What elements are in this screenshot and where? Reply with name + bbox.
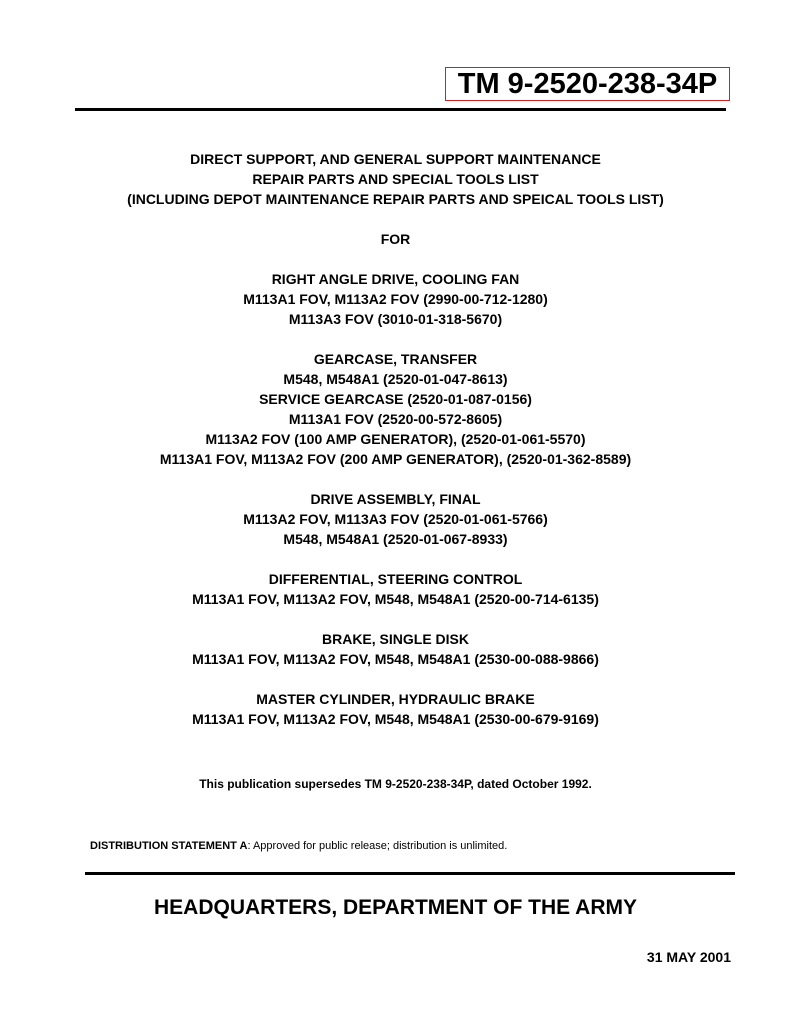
for-block <box>0 229 791 249</box>
distribution-statement <box>90 838 507 854</box>
section-line: M113A2 FOV, M113A3 FOV (2520-01-061-5766) <box>243 511 548 527</box>
title-block <box>0 149 791 209</box>
section-line: SERVICE GEARCASE (2520-01-087-0156) <box>259 391 532 407</box>
section-heading: BRAKE, SINGLE DISK <box>321 631 469 647</box>
section-line: M113A1 FOV, M113A2 FOV (2990-00-712-1280) <box>243 291 548 307</box>
section-line: M113A2 FOV (100 AMP GENERATOR), (2520-01-061-5570) <box>205 431 586 447</box>
section-heading: GEARCASE, TRANSFER <box>313 351 478 367</box>
title-line: (INCLUDING DEPOT MAINTENANCE REPAIR PARTS AND SPEICAL TOOLS LIST) <box>127 191 664 207</box>
section-drive-assembly <box>0 489 791 549</box>
headquarters-title: HEADQUARTERS, DEPARTMENT OF THE ARMY <box>154 896 637 919</box>
section-line: M113A1 FOV, M113A2 FOV (200 AMP GENERATOR), (2520-01-362-8589) <box>159 451 632 467</box>
for-label: FOR <box>380 231 411 247</box>
section-line: M113A1 FOV, M113A2 FOV, M548, M548A1 (2520-00-714-6135) <box>192 591 599 607</box>
section-line: M113A3 FOV (3010-01-318-5670) <box>288 311 503 327</box>
section-differential <box>0 569 791 609</box>
top-divider <box>75 108 726 111</box>
section-heading: DIFFERENTIAL, STEERING CONTROL <box>268 571 523 587</box>
distribution-label: DISTRIBUTION STATEMENT A <box>90 840 248 852</box>
section-heading: MASTER CYLINDER, HYDRAULIC BRAKE <box>256 691 535 707</box>
title-line: DIRECT SUPPORT, AND GENERAL SUPPORT MAINTENANCE <box>190 151 601 167</box>
bottom-divider <box>85 872 735 875</box>
title-line: REPAIR PARTS AND SPECIAL TOOLS LIST <box>252 171 539 187</box>
tm-number-box <box>445 67 730 101</box>
section-brake <box>0 629 791 669</box>
section-right-angle-drive <box>0 269 791 329</box>
distribution-text: : Approved for public release; distribution is unlimited. <box>247 840 508 852</box>
section-heading: RIGHT ANGLE DRIVE, COOLING FAN <box>271 271 520 287</box>
section-line: M548, M548A1 (2520-01-047-8613) <box>283 371 508 387</box>
supersedes-note: This publication supersedes TM 9-2520-238-34P, dated October 1992. <box>199 777 592 791</box>
section-master-cylinder <box>0 689 791 729</box>
section-gearcase-transfer <box>0 349 791 469</box>
section-heading: DRIVE ASSEMBLY, FINAL <box>310 491 481 507</box>
section-line: M113A1 FOV, M113A2 FOV, M548, M548A1 (2530-00-088-9866) <box>192 651 599 667</box>
section-line: M113A1 FOV, M113A2 FOV, M548, M548A1 (2530-00-679-9169) <box>192 711 599 727</box>
publication-date: 31 MAY 2001 <box>646 949 731 965</box>
section-line: M113A1 FOV (2520-00-572-8605) <box>288 411 503 427</box>
section-line: M548, M548A1 (2520-01-067-8933) <box>283 531 508 547</box>
tm-number: TM 9-2520-238-34P <box>457 67 718 100</box>
